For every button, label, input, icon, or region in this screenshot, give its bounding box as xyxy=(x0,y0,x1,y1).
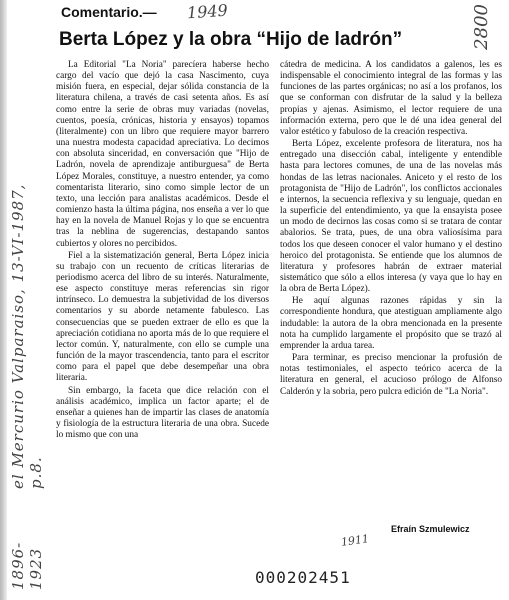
handwritten-source-note xyxy=(7,150,47,590)
article-column-left xyxy=(56,60,269,442)
handwritten-source: el Mercurio Valparaiso, 13-VI-1987, p.8. xyxy=(9,183,45,490)
paragraph: Sin embargo, la faceta que dice relación con el análisis académico, implica un factor aparte; el de enseñar a quienes han de impartir las clases de anatomía y fisiología de la estructura literaria de una obra. Sucede lo mismo que con una xyxy=(56,385,269,441)
paragraph: Fiel a la sistematización general, Berta López inicia su trabajo con un recuento de críticas literarias de periodismo acerca del libro de su interés. Naturalmente, ese aspecto constituye meras referencias sin rigor intrínseco. Lo demuestra la subjetividad de los diversos comentarios y su aborde netamente fabulesco. Las consecuencias que se pueden extraer de ello es que la apreciación cotidiana no aporta más de lo que requiere el lector común. Y, naturalmente, con ello se cumple una función de la mayor trascendencia, tanto para el escritor como para el papel que debe desempeñar una obra literaria. xyxy=(56,250,269,384)
paragraph: cátedra de medicina. A los candidatos a galenos, les es indispensable el conocimiento integral de las formas y las funciones de las partes orgánicas; no así a los profanos, los que se conforman con disfrutar de la salud y la belleza propias y ajenas. Asimismo, el lector requiere de una información externa, pero que le dé una idea general del valor estético y fabuloso de la creación respectiva. xyxy=(280,60,502,137)
section-label: Comentario.— xyxy=(61,4,157,20)
article-headline: Berta López y la obra “Hijo de ladrón” xyxy=(59,29,403,50)
handwritten-mark: 1911 xyxy=(340,532,370,549)
paragraph: He aquí algunas razones rápidas y sin la correspondiente hondura, que atestiguan ampliamente algo indudable: la autora de la obra mencionada en la presente nota ha cumplido largamente el propósito que se trazó al emprender la ardua tarea. xyxy=(280,296,502,351)
paragraph: Berta López, excelente profesora de literatura, nos ha entregado una disección cabal, inteligente y entendible hasta para lectores comunes, de una de las novelas más hondas de las letras nacionales. Aniceto y el resto de los protagonista de "Hijo de Ladrón", los conflictos accionales e internos, la secuencia reflexiva y su lenguaje, quedan en la superficie del entendimiento, ya que la ensayista posee un modo de decirnos las cosas como si se tratara de contar abalorios. Se trata, pues, de una obra valiosísima para todos los que deseen conocer el valor humano y el destino heroico del protagonista. Se entiende que los alumnos de literatura y profesores habrán de extraer material sistemático que sólo a ellos interesa (y vaya que lo hay en la obra de Berta López). xyxy=(280,139,502,295)
paragraph: Para terminar, es preciso mencionar la profusión de notas testimoniales, el aspecto teórico acerca de la literatura en general, el acucioso prólogo de Alfonso Calderón y la sobria, pero pulcra edición de "La Noria". xyxy=(280,353,502,397)
author-signature: Efraín Szmulewicz xyxy=(391,524,470,534)
archive-stamp: 000202451 xyxy=(255,568,351,587)
handwritten-year: 1949 xyxy=(186,0,229,23)
handwritten-number: 2800 xyxy=(471,4,492,50)
handwritten-date-range: 1896-1923 xyxy=(9,541,45,590)
paragraph: La Editorial "La Noria" parecíera haberse hecho cargo del vacío que dejó la casa Nascimento, cuya misión fuera, en especial, dejar sólida constancia de la literatura chilena, a través de casi setenta años. Es así como entre la serie de obras muy variadas (novelas, cuentos, poesía, crónicas, historia y ensayos) topamos (literalmente) con un libro que requiere mayor barrero una nuestra modesta capacidad apreciativa. Lo decimos con absoluta sinceridad, en conversación que "Hijo de Ladrón, novela de aprendizaje antiburguesa" de Berta López Morales, constituye, a nuestro entender, ya como comentarista literario, sino como simple lector de un texto, una lección para analistas académicos. Desde el comienzo hasta la última página, nos enseña a ver lo que hay en la novela de Manuel Rojas y lo que se encuentra tras la neblina de sugerencias, destapando santos cubiertos y olores no percibidos. xyxy=(56,60,269,249)
article-column-right xyxy=(280,60,502,399)
